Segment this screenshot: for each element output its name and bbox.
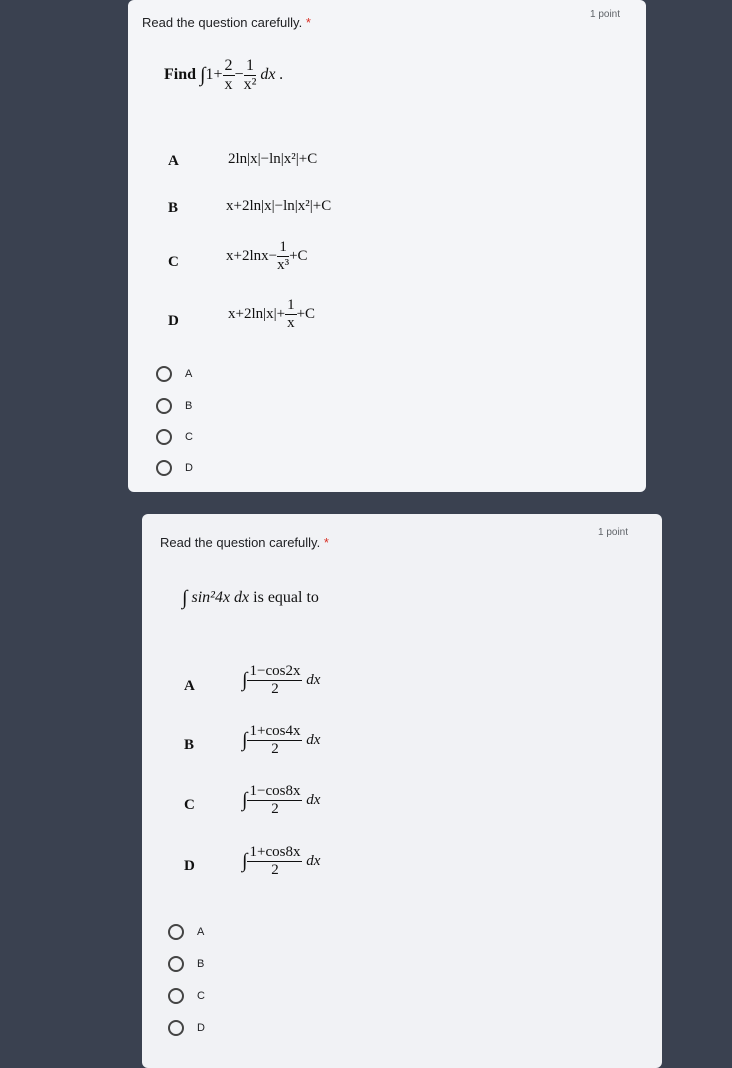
choice-letter-a: A [168,153,179,169]
choice-expr-d: x+2ln|x|+ $\frac{1}{x}$ +C [228,297,316,331]
choice-expr-d: ∫ $\frac{1+\cos 8x}{2}$ dx [242,844,321,878]
radio-button[interactable] [168,1020,184,1036]
choice-expr-b: x+2ln|x|−ln|x²|+C [226,198,332,214]
radio-label: A [197,926,205,938]
radio-option-b[interactable] [156,398,192,414]
required-marker: * [323,535,329,550]
question-2-points: 1 point [598,527,629,538]
radio-option-c[interactable] [156,429,193,445]
radio-button[interactable] [156,398,172,414]
radio-label: A [185,368,193,380]
choice-expr-a: 2ln|x|−ln|x²|+C [228,151,318,167]
integrand-term-1: 1+ [205,66,223,84]
radio-button[interactable] [156,366,172,382]
choice-expr-c: x+2lnx− $\frac{1}{\text{x³}}$ +C [226,239,308,273]
radio-label: D [197,1022,205,1034]
choice-letter-c: C [184,797,195,813]
choice-expr-b: ∫ $\frac{1+\cos 4x}{2}$ dx [242,723,321,757]
question-2-title [160,535,329,550]
radio-option-a[interactable] [156,366,192,382]
radio-button[interactable] [168,956,184,972]
integrand-fraction-1: $\frac{2}{x}$ [224,57,233,93]
radio-label: B [185,400,193,412]
stem-expression: sin²4x dx [191,589,250,607]
radio-label: D [185,462,193,474]
radio-option-b[interactable] [168,956,204,972]
radio-option-a[interactable] [168,924,204,940]
radio-button[interactable] [168,924,184,940]
integrand-fraction-2: $\frac{1}{\text{x²}}$ [243,57,257,93]
find-label: Find [164,66,197,84]
radio-option-d[interactable] [156,460,193,476]
integrand-minus: − [234,66,244,84]
radio-option-c[interactable] [168,988,205,1004]
question-card-1 [128,0,646,492]
choice-letter-d: D [168,313,179,329]
radio-button[interactable] [156,460,172,476]
question-card-2 [142,514,662,1068]
choice-expr-a: ∫ $\frac{1-\cos 2x}{2}$ dx [242,663,321,697]
question-1-prompt: Read the question carefully. [142,15,303,30]
radio-label: C [197,990,205,1002]
radio-button[interactable] [168,988,184,1004]
radio-label: B [197,958,205,970]
required-marker: * [305,15,311,30]
integral-sign: ∫ [200,64,206,86]
integrand-dx: dx . [260,66,284,84]
choice-letter-b: B [184,737,195,753]
radio-button[interactable] [156,429,172,445]
choice-expr-c: ∫ $\frac{1-\cos 8x}{2}$ dx [242,783,321,817]
question-2-stem [182,587,319,610]
question-1-title [142,15,311,30]
integral-sign: ∫ [182,587,188,609]
choice-letter-a: A [184,678,195,694]
question-1-stem [164,58,283,93]
radio-label: C [185,431,193,443]
choice-letter-d: D [184,858,195,874]
question-1-points: 1 point [590,9,621,20]
question-2-prompt: Read the question carefully. [160,535,321,550]
radio-option-d[interactable] [168,1020,205,1036]
stem-text: is equal to [253,589,319,607]
choice-letter-c: C [168,254,179,270]
choice-letter-b: B [168,200,179,216]
